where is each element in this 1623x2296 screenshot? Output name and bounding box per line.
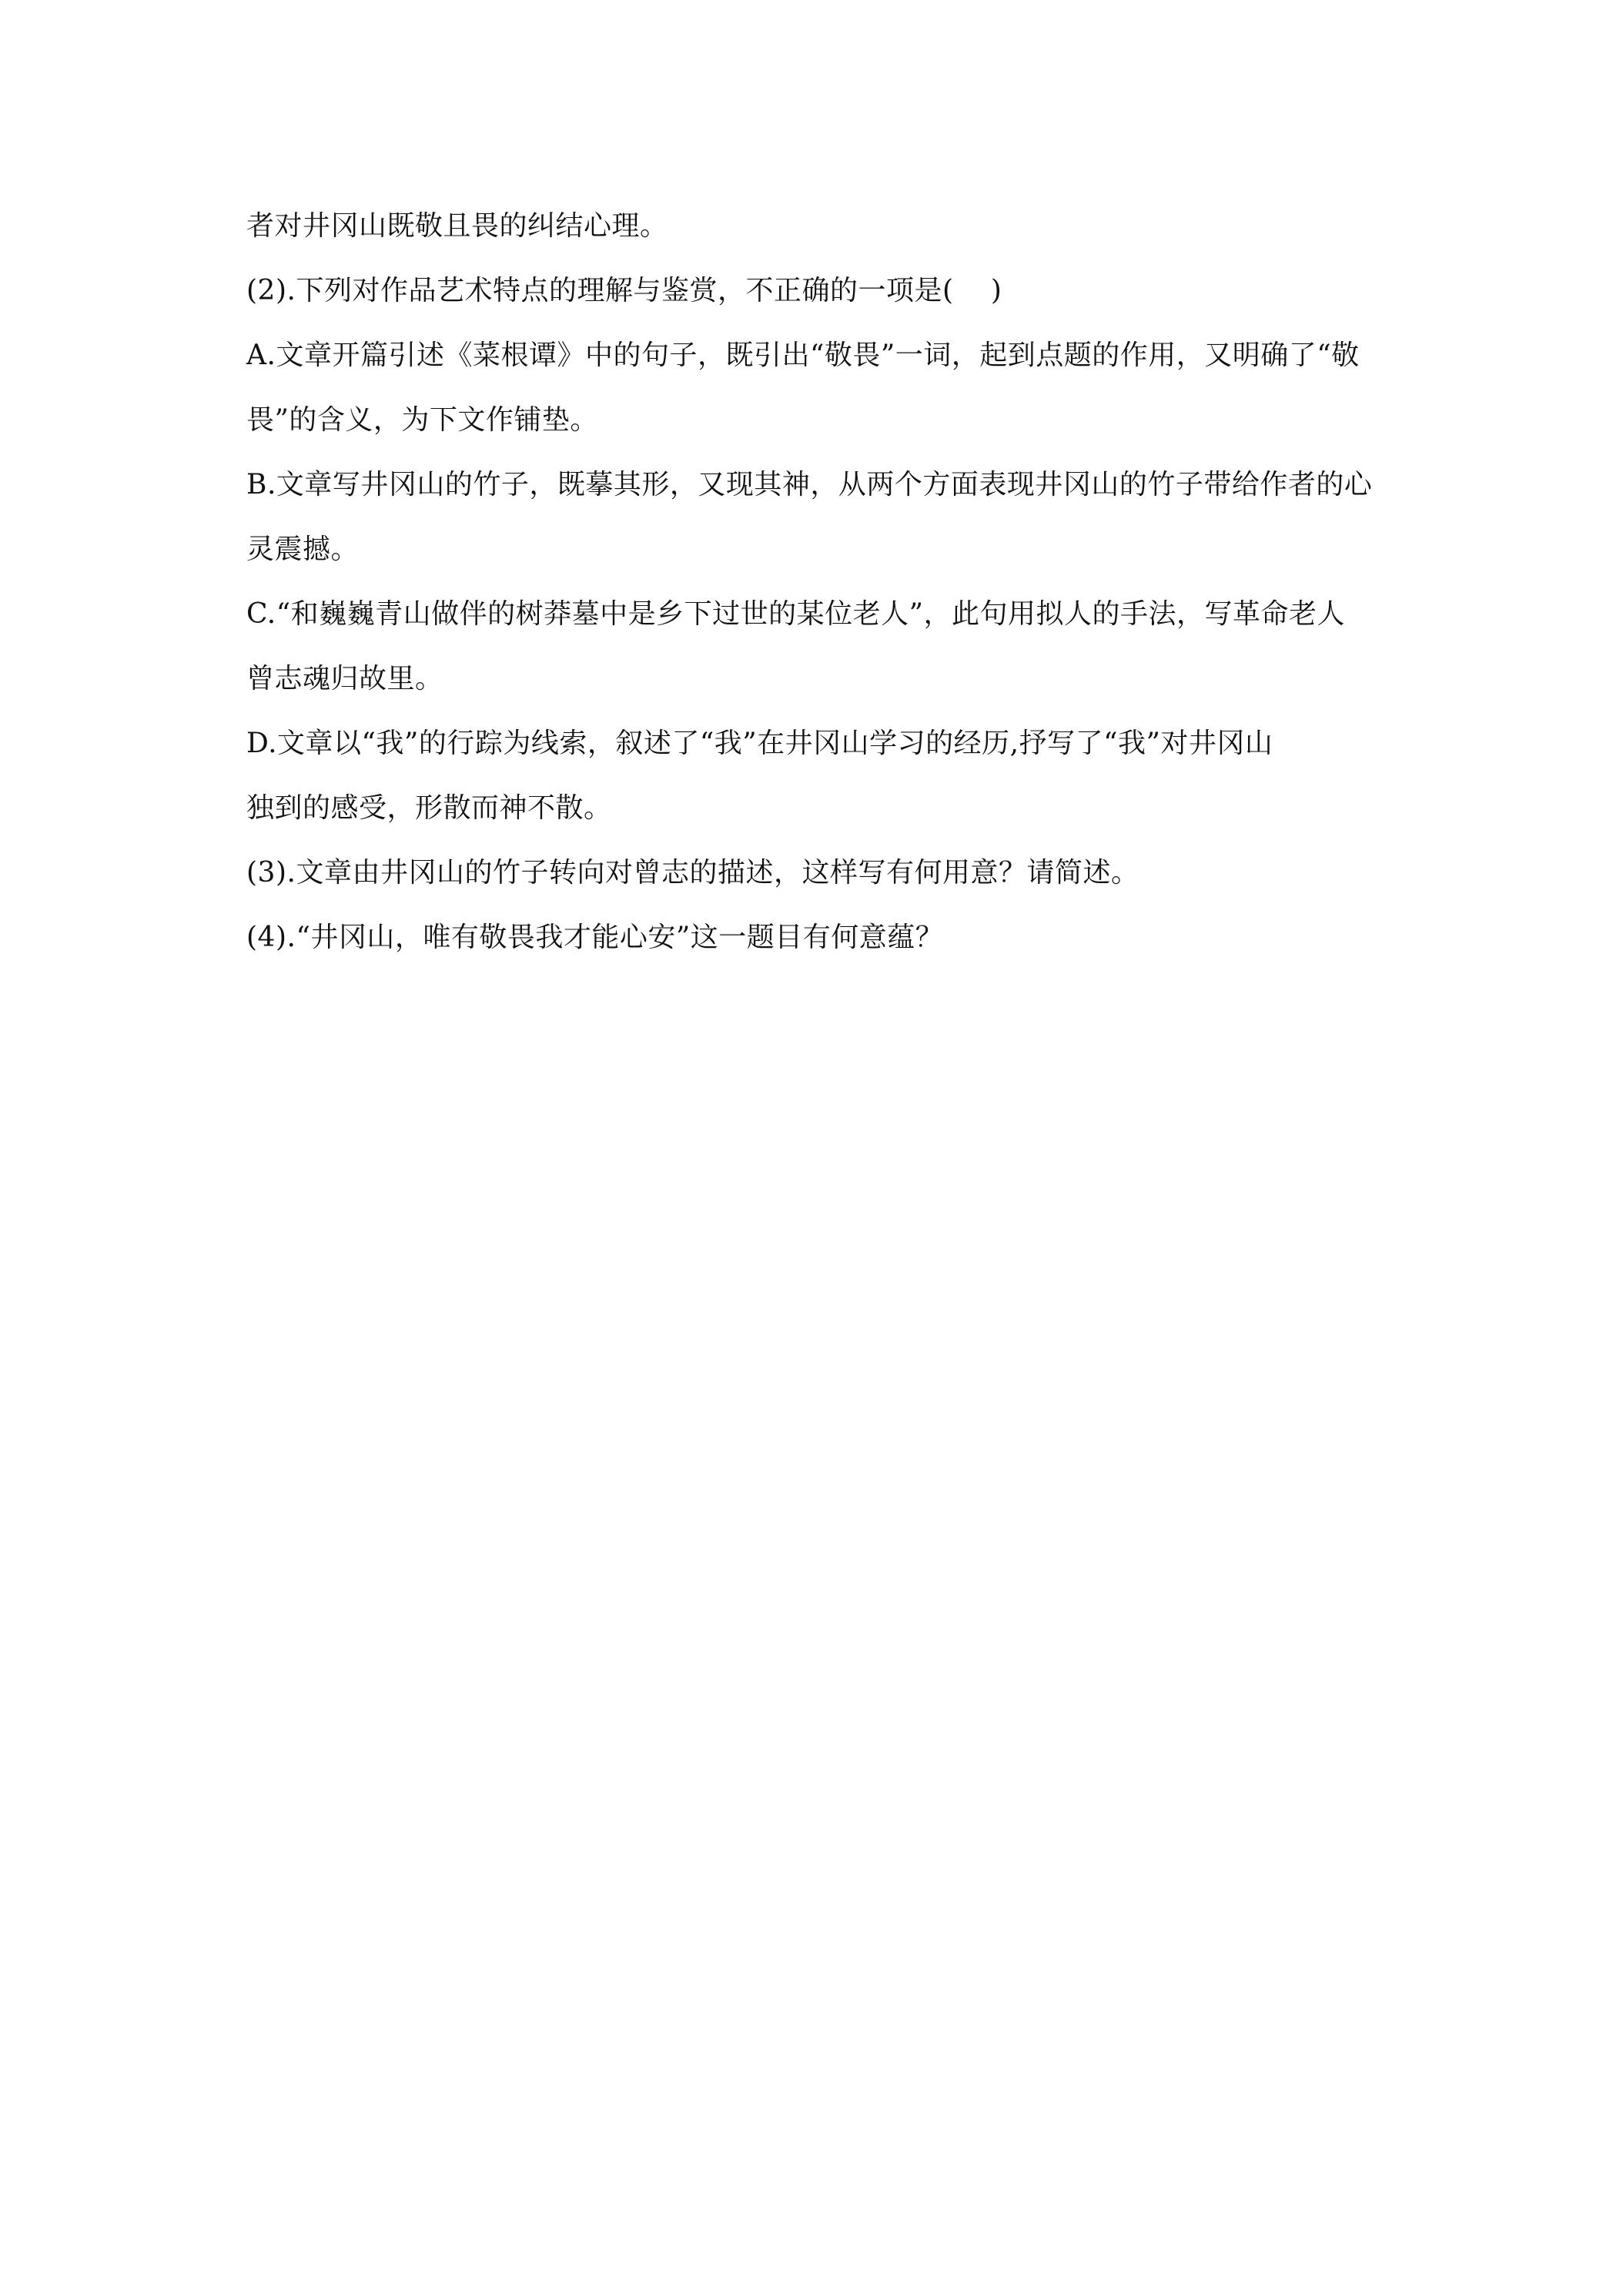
- question-4: (4).“井冈山，唯有敬畏我才能心安”这一题目有何意蕴？: [246, 922, 944, 953]
- option-d-line-2: 独到的感受，形散而神不散。: [246, 792, 612, 824]
- option-c-line-1: C.“和巍巍青山做伴的树莽墓中是乡下过世的某位老人”，此句用拟人的手法，写革命老人: [246, 598, 1346, 630]
- option-a-line-1: A.文章开篇引述《菜根谭》中的句子，既引出“敬畏”一词，起到点题的作用，又明确了“敬: [246, 340, 1360, 371]
- option-d-line-1: D.文章以“我”的行踪为线索，叙述了“我”在井冈山学习的经历,抒写了“我”对井冈山: [246, 728, 1273, 759]
- document-body: [246, 206, 1386, 958]
- option-c-line-2: 曾志魂归故里。: [246, 663, 443, 694]
- option-a-line-2: 畏”的含义，为下文作铺垫。: [246, 404, 598, 436]
- question-3: (3).文章由井冈山的竹子转向对曾志的描述，这样写有何用意？请简述。: [246, 857, 1139, 889]
- option-b-line-1: B.文章写井冈山的竹子，既摹其形，又现其神，从两个方面表现井冈山的竹子带给作者的心: [246, 469, 1373, 500]
- option-b-line-2: 灵震撼。: [246, 534, 360, 565]
- question-2-stem: (2).下列对作品艺术特点的理解与鉴赏，不正确的一项是( ): [246, 275, 1002, 306]
- text-line-continuation: 者对井冈山既敬且畏的纠结心理。: [246, 210, 668, 242]
